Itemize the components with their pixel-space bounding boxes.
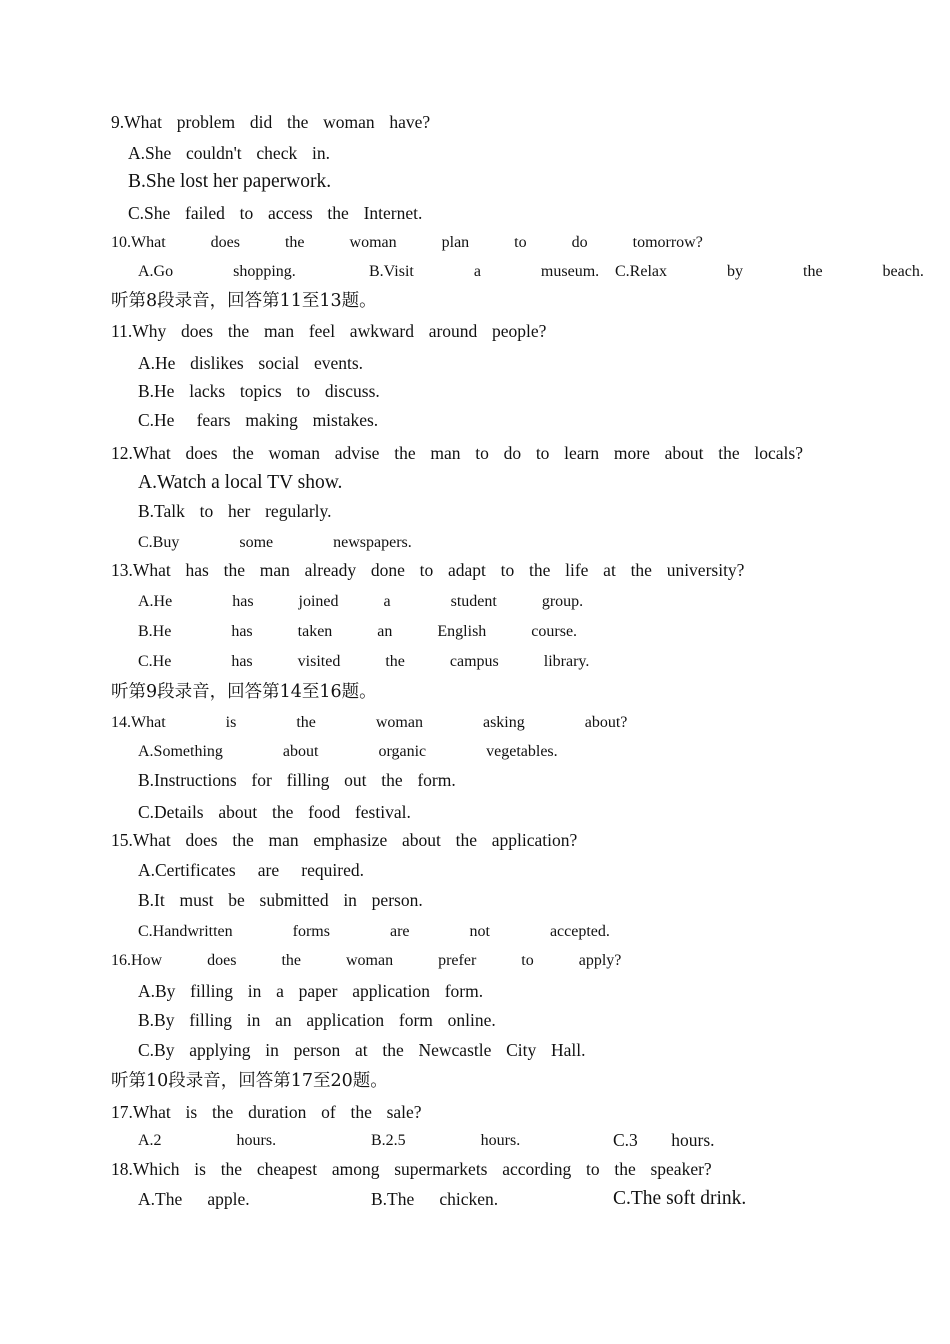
option-17b: B.2.5 hours. (371, 1132, 521, 1149)
option-13b: B.He has taken an English course. (138, 623, 578, 640)
option-14c: C.Details about the food festival. (138, 802, 411, 822)
question-14: 14.What is the woman asking about? (111, 714, 628, 731)
question-11: 11.Why does the man feel awkward around people? (111, 321, 547, 341)
option-12a: A.Watch a local TV show. (138, 472, 343, 493)
option-11c: C.He fears making mistakes. (138, 410, 379, 430)
option-18a: A.The apple. (138, 1189, 250, 1209)
option-13a: A.He has joined a student group. (138, 593, 584, 610)
option-16c: C.By applying in person at the Newcastle City Hall. (138, 1040, 586, 1060)
option-16b: B.By filling in an application form online. (138, 1010, 496, 1030)
option-15a: A.Certificates are required. (138, 860, 364, 880)
option-9b: B.She lost her paperwork. (128, 171, 332, 192)
option-18b: B.The chicken. (371, 1189, 499, 1209)
question-15: 15.What does the man emphasize about the application? (111, 830, 578, 850)
option-12b: B.Talk to her regularly. (138, 501, 332, 521)
option-18c: C.The soft drink. (613, 1188, 747, 1209)
option-17c: C.3 hours. (613, 1130, 715, 1150)
question-16: 16.How does the woman prefer to apply? (111, 952, 622, 969)
option-16a: A.By filling in a paper application form. (138, 981, 484, 1001)
section-10-heading: 听第10段录音，回答第17至20题。 (111, 1071, 388, 1091)
option-17a: A.2 hours. (138, 1132, 277, 1149)
option-14a: A.Something about organic vegetables. (138, 743, 558, 760)
option-11a: A.He dislikes social events. (138, 353, 364, 373)
section-8-heading: 听第8段录音，回答第11至13题。 (111, 291, 377, 311)
option-10a: A.Go shopping. (138, 263, 296, 280)
option-13c: C.He has visited the campus library. (138, 653, 590, 670)
option-9c: C.She failed to access the Internet. (128, 203, 423, 223)
question-9: 9.What problem did the woman have? (111, 112, 431, 132)
question-10: 10.What does the woman plan to do tomorrow? (111, 234, 703, 251)
option-10b: B.Visit a museum. (369, 263, 600, 280)
question-12: 12.What does the woman advise the man to do to learn more about the locals? (111, 443, 803, 463)
option-12c: C.Buy some newspapers. (138, 534, 412, 551)
question-18: 18.Which is the cheapest among supermarkets according to the speaker? (111, 1159, 712, 1179)
question-17: 17.What is the duration of the sale? (111, 1102, 422, 1122)
option-11b: B.He lacks topics to discuss. (138, 381, 380, 401)
option-14b: B.Instructions for filling out the form. (138, 770, 456, 790)
section-9-heading: 听第9段录音，回答第14至16题。 (111, 682, 377, 702)
option-15c: C.Handwritten forms are not accepted. (138, 923, 610, 940)
option-10c: C.Relax by the beach. (615, 263, 924, 280)
option-9a: A.She couldn't check in. (128, 143, 330, 163)
question-13: 13.What has the man already done to adapt to the life at the university? (111, 560, 745, 580)
option-15b: B.It must be submitted in person. (138, 890, 423, 910)
